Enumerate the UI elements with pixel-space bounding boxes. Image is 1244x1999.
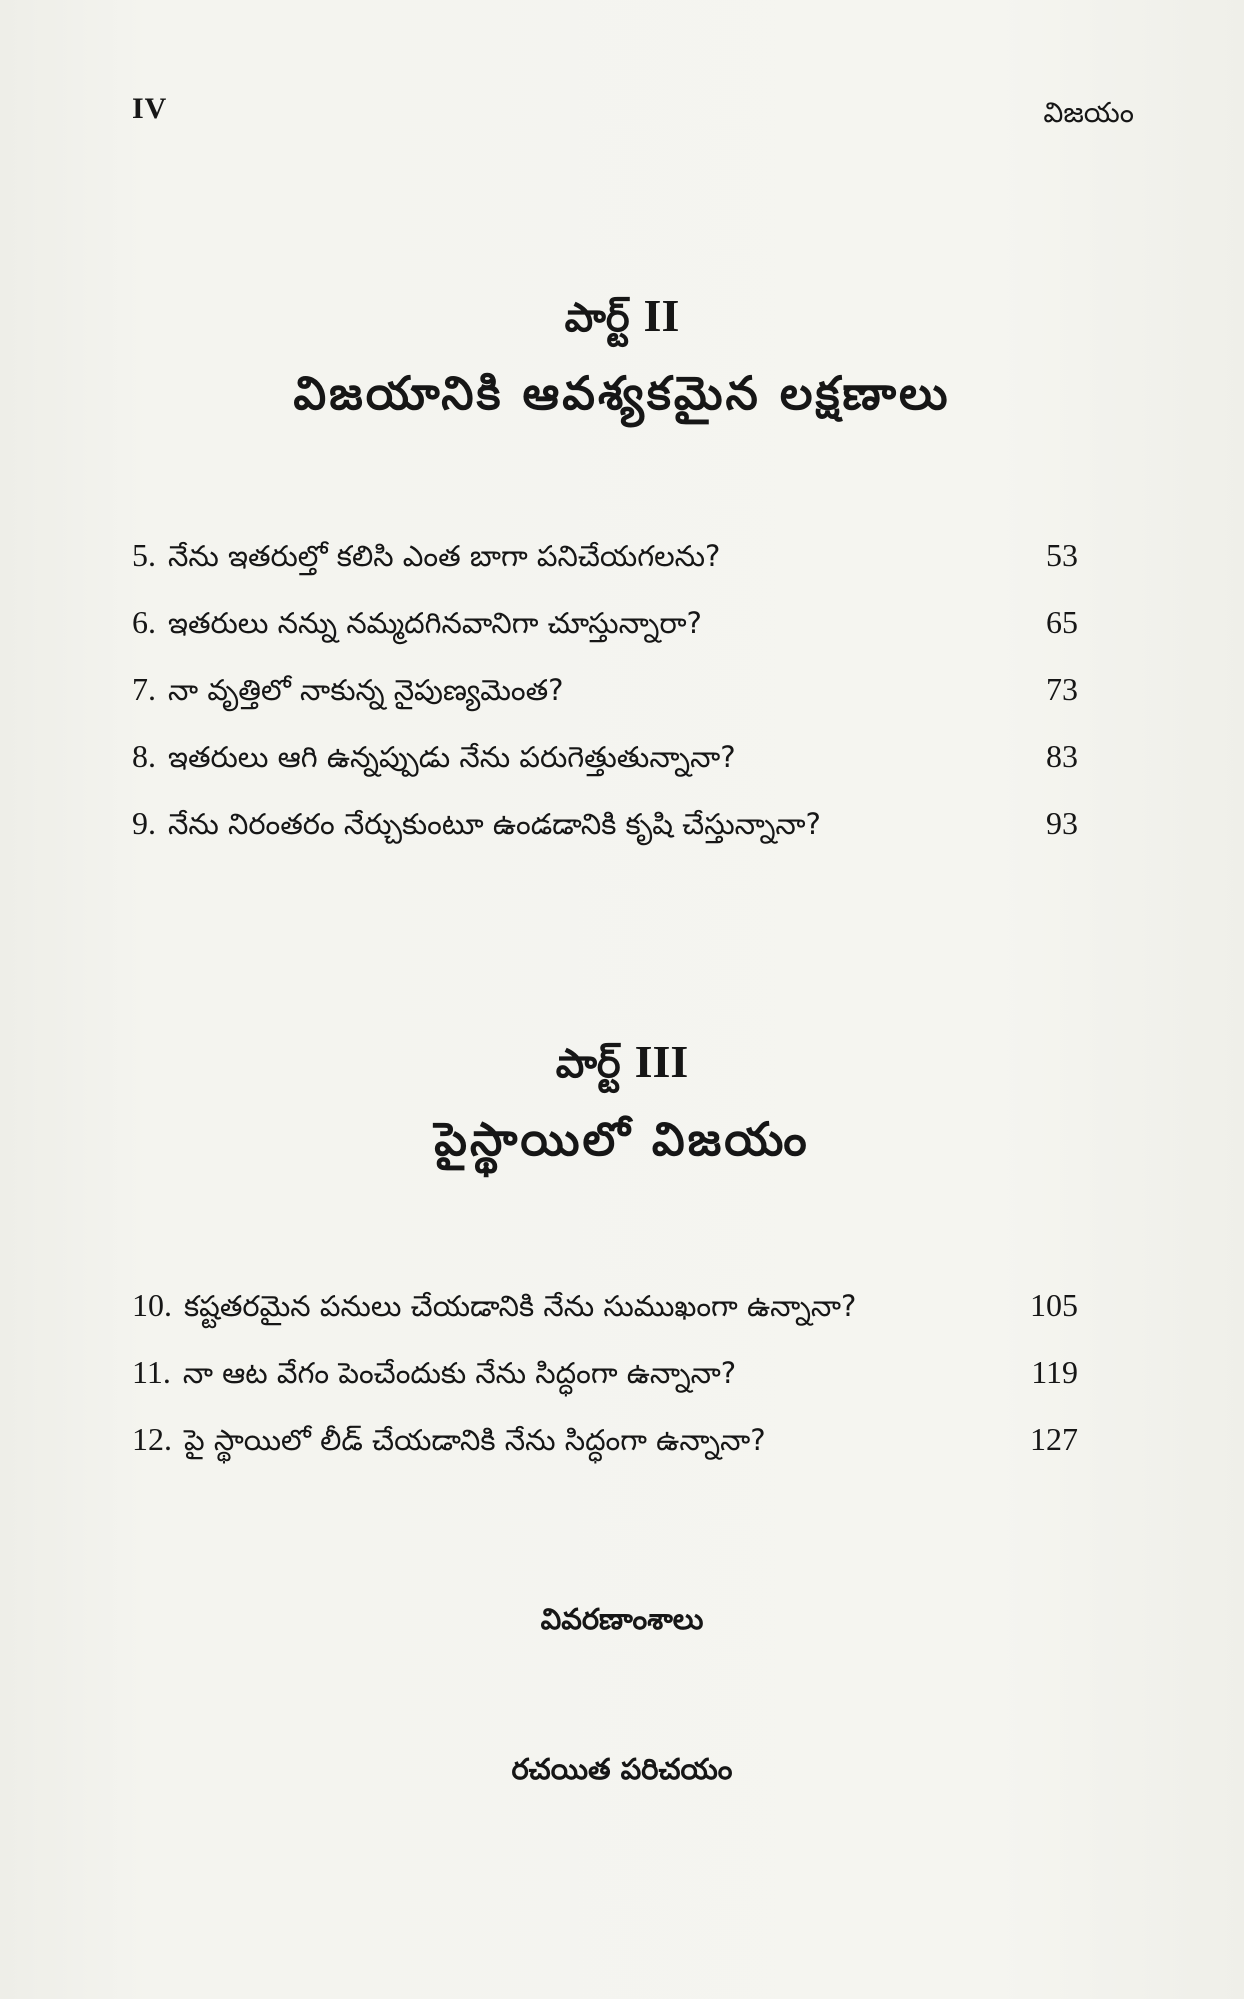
toc-entry-number: 10. xyxy=(132,1287,172,1323)
part-2-label: పార్ట్ xyxy=(564,295,630,341)
part-2-roman: II xyxy=(643,290,680,341)
toc-entry-number: 11. xyxy=(132,1354,171,1390)
toc-entry-page: 93 xyxy=(1046,805,1078,841)
toc-entry-page: 119 xyxy=(1031,1354,1078,1390)
author-intro-heading: రచయిత పరిచయం xyxy=(511,1752,733,1786)
page-numeral: IV xyxy=(132,92,168,125)
toc-entry-page: 53 xyxy=(1046,537,1078,573)
part-3-title: పైస్థాయిలో విజయం xyxy=(434,1112,810,1166)
toc-entry-number: 6. xyxy=(132,604,156,640)
toc-entry-page: 65 xyxy=(1046,604,1078,640)
toc-entry-page: 83 xyxy=(1046,738,1078,774)
toc-entry-title: పై స్థాయిలో లీడ్ చేయడానికి నేను సిద్ధంగా ఉన్నానా? xyxy=(184,1423,766,1457)
part-3-contents xyxy=(132,1272,1078,1473)
toc-entry-page: 105 xyxy=(1030,1287,1078,1323)
toc-entry-number: 7. xyxy=(132,671,156,707)
toc-entry xyxy=(132,1339,1078,1406)
toc-entry-number: 8. xyxy=(132,738,156,774)
toc-entry xyxy=(132,656,1078,723)
toc-entry-title: నా వృత్తిలో నాకున్న నైపుణ్యమెంత? xyxy=(168,673,564,707)
toc-entry xyxy=(132,723,1078,790)
part-2-contents xyxy=(132,522,1078,857)
toc-entry xyxy=(132,522,1078,589)
part-3-label-line xyxy=(0,1032,1244,1094)
part-3-label: పార్ట్ xyxy=(555,1041,621,1087)
toc-entry xyxy=(132,790,1078,857)
toc-entry-page: 73 xyxy=(1046,671,1078,707)
toc-entry-page: 127 xyxy=(1030,1421,1078,1457)
running-head xyxy=(132,92,1134,132)
toc-entry-title: ఇతరులు ఆగి ఉన్నప్పుడు నేను పరుగెత్తుతున్నానా? xyxy=(168,740,736,774)
part-2-label-line xyxy=(0,286,1244,348)
toc-entry xyxy=(132,1406,1078,1473)
part-3-heading xyxy=(0,1032,1244,1184)
toc-entry-title: నా ఆట వేగం పెంచేందుకు నేను సిద్ధంగా ఉన్నానా? xyxy=(182,1356,737,1390)
toc-entry-number: 9. xyxy=(132,805,156,841)
part-2-heading xyxy=(0,286,1244,438)
toc-entry xyxy=(132,1272,1078,1339)
toc-entry-title: ఇతరులు నన్ను నమ్మదగినవానిగా చూస్తున్నారా? xyxy=(168,606,702,640)
toc-entry-number: 5. xyxy=(132,537,156,573)
toc-entry-title: నేను ఇతరుల్తో కలిసి ఎంత బాగా పనిచేయగలను? xyxy=(168,539,721,573)
part-2-title: విజయానికి ఆవశ్యకమైన లక్షణాలు xyxy=(293,366,951,420)
toc-entry-title: నేను నిరంతరం నేర్చుకుంటూ ఉండడానికి కృషి చేస్తున్నానా? xyxy=(168,807,821,841)
toc-entry-title: కష్టతరమైన పనులు చేయడానికి నేను సుముఖంగా ఉన్నానా? xyxy=(184,1289,857,1323)
part-3-roman: III xyxy=(634,1036,689,1087)
running-book-title: విజయం xyxy=(1043,96,1134,129)
notes-heading: వివరణాంశాలు xyxy=(540,1602,704,1636)
toc-entry-number: 12. xyxy=(132,1421,172,1457)
toc-entry xyxy=(132,589,1078,656)
